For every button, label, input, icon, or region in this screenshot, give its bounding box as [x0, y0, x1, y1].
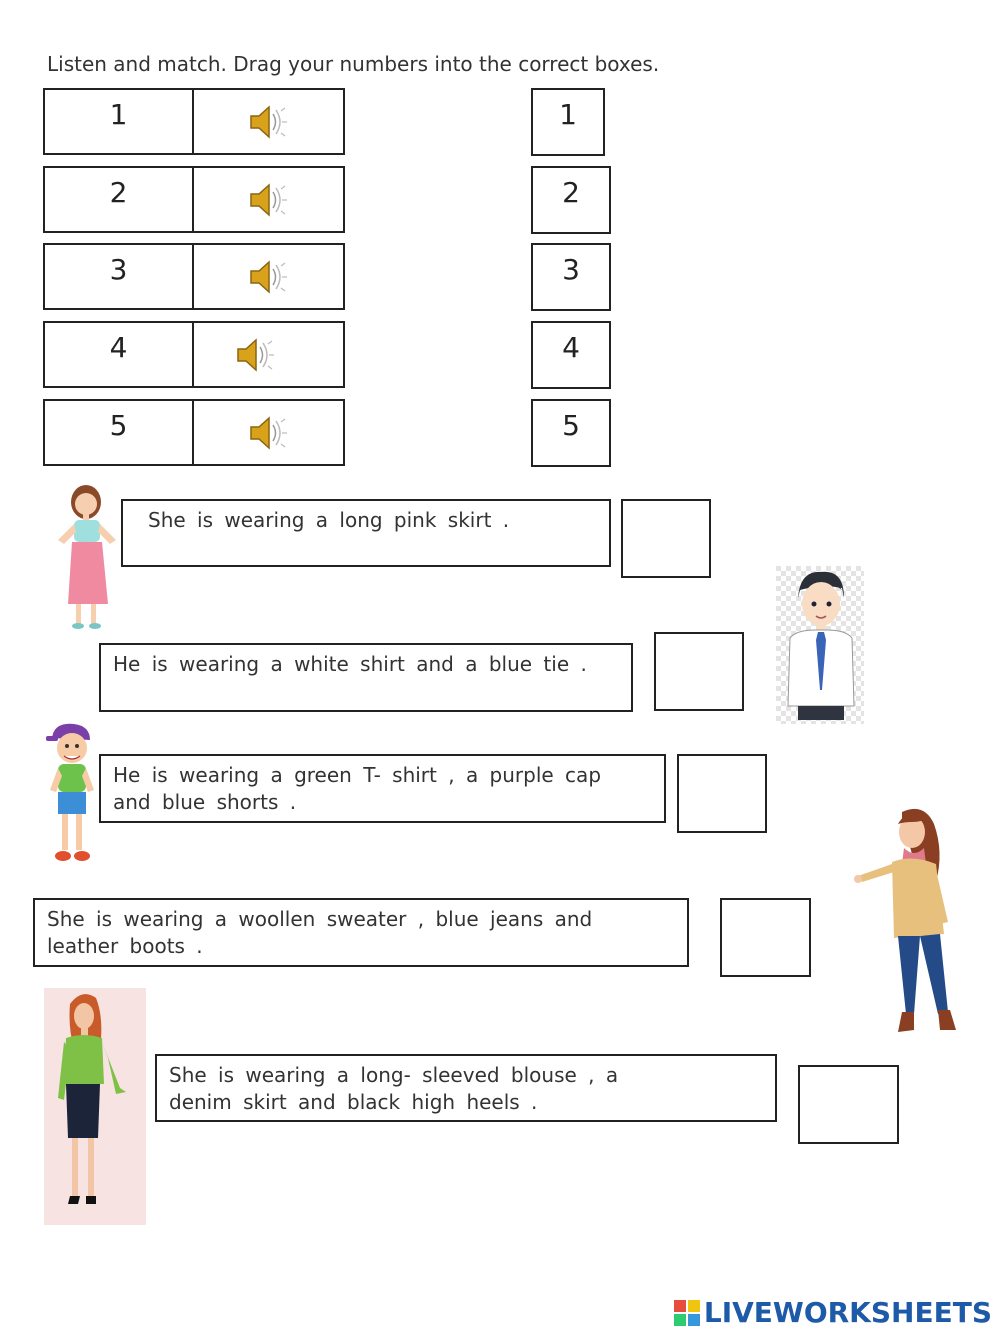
- sentence-text-line-2: and blue shorts .: [113, 790, 297, 814]
- sentence-text-line-1: She is wearing a woollen sweater , blue jeans and: [47, 907, 593, 931]
- draggable-number-3[interactable]: 3: [531, 243, 611, 311]
- answer-drop-box-5[interactable]: [798, 1065, 899, 1144]
- speaker-icon[interactable]: [194, 90, 343, 153]
- liveworksheets-logo: [674, 1296, 992, 1329]
- answer-drop-box-4[interactable]: [720, 898, 811, 977]
- sentence-text-line-2: leather boots .: [47, 934, 203, 958]
- liveworksheets-logo-icon: [674, 1300, 700, 1326]
- sentence-box-3: [99, 754, 666, 823]
- audio-row-3: [43, 243, 345, 310]
- audio-row-number: 3: [45, 245, 194, 308]
- sentence-box-1: [121, 499, 611, 567]
- speaker-icon[interactable]: [194, 323, 343, 386]
- audio-row-number: 4: [45, 323, 194, 386]
- audio-row-number: 2: [45, 168, 194, 231]
- draggable-number-1[interactable]: 1: [531, 88, 605, 156]
- boy-shirt-tie-illustration: [776, 566, 864, 728]
- draggable-number-2[interactable]: 2: [531, 166, 611, 234]
- sentence-box-2: [99, 643, 633, 712]
- answer-drop-box-2[interactable]: [654, 632, 744, 711]
- speaker-icon[interactable]: [194, 168, 343, 231]
- audio-row-number: 5: [45, 401, 194, 464]
- instructions-text: Listen and match. Drag your numbers into the correct boxes.: [47, 52, 660, 76]
- boy-purple-cap-illustration: [44, 720, 98, 874]
- audio-row-4: [43, 321, 345, 388]
- brand-name: LIVEWORKSHEETS: [703, 1296, 992, 1329]
- audio-row-2: [43, 166, 345, 233]
- sentence-text: He is wearing a white shirt and a blue tie .: [113, 652, 587, 676]
- sentence-text-line-1: She is wearing a long- sleeved blouse , a: [169, 1063, 619, 1087]
- answer-drop-box-3[interactable]: [677, 754, 767, 833]
- audio-row-number: 1: [45, 90, 194, 153]
- sentence-box-4: [33, 898, 689, 967]
- speaker-icon[interactable]: [194, 245, 343, 308]
- answer-drop-box-1[interactable]: [621, 499, 711, 578]
- draggable-number-4[interactable]: 4: [531, 321, 611, 389]
- woman-blouse-illustration: [44, 988, 146, 1225]
- audio-row-5: [43, 399, 345, 466]
- draggable-number-5[interactable]: 5: [531, 399, 611, 467]
- woman-sweater-illustration: [852, 802, 962, 1044]
- sentence-box-5: [155, 1054, 777, 1122]
- speaker-icon[interactable]: [194, 401, 343, 464]
- sentence-text: She is wearing a long pink skirt .: [148, 508, 510, 532]
- sentence-text-line-2: denim skirt and black high heels .: [169, 1090, 538, 1114]
- audio-row-1: [43, 88, 345, 155]
- girl-pink-skirt-illustration: [50, 482, 126, 636]
- sentence-text-line-1: He is wearing a green T- shirt , a purple cap: [113, 763, 602, 787]
